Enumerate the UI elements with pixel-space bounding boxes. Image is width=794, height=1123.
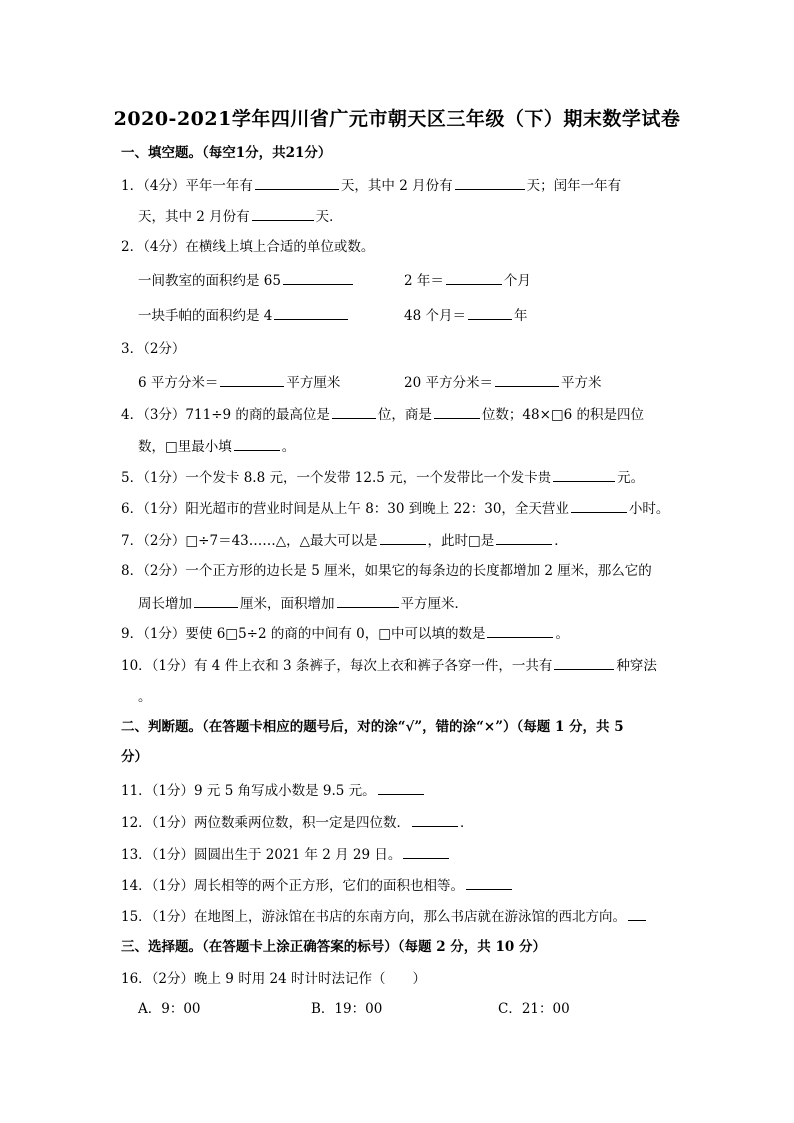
question-text: 种穿法 bbox=[616, 658, 657, 674]
question-text: 2 年＝ bbox=[404, 273, 444, 289]
question-text: 位，商是 bbox=[377, 407, 432, 423]
question-14 bbox=[121, 875, 514, 896]
question-text: 年 bbox=[513, 308, 528, 324]
answer-blank[interactable] bbox=[468, 305, 512, 320]
answer-blank[interactable] bbox=[487, 623, 553, 638]
question-text: 。 bbox=[555, 626, 569, 642]
question-text: 平方厘米 bbox=[286, 375, 341, 391]
question-2-item bbox=[404, 270, 531, 291]
question-1-cont bbox=[138, 206, 343, 227]
answer-blank[interactable] bbox=[337, 593, 399, 608]
question-text: ，此时□是 bbox=[427, 533, 495, 549]
answer-blank[interactable] bbox=[434, 404, 480, 419]
question-text: 天；闰年一年有 bbox=[526, 178, 622, 194]
question-3: 3．（2分） bbox=[121, 341, 186, 357]
question-3-item bbox=[138, 372, 340, 393]
question-6 bbox=[121, 498, 669, 519]
question-text: ． bbox=[460, 815, 474, 831]
answer-blank[interactable] bbox=[628, 906, 646, 921]
question-13 bbox=[121, 844, 451, 865]
answer-blank[interactable] bbox=[252, 206, 314, 221]
question-2: 2．（4分）在横线上填上合适的单位或数。 bbox=[121, 239, 375, 255]
answer-blank[interactable] bbox=[571, 498, 627, 513]
question-text: 个月 bbox=[503, 273, 531, 289]
question-text: 数，□里最小填 bbox=[138, 439, 232, 455]
question-text: 15．（1分）在地图上，游泳馆在书店的东南方向，那么书店就在游泳馆的西北方向。 bbox=[121, 909, 627, 925]
section-3-heading: 三、选择题。（在答题卡上涂正确答案的标号）（每题 2 分，共 10 分） bbox=[121, 939, 546, 955]
option-a[interactable]: A．9：00 bbox=[138, 1001, 201, 1017]
question-text: 14．（1分）周长相等的两个正方形，它们的面积也相等。 bbox=[121, 878, 465, 894]
question-text: 平方米 bbox=[560, 375, 602, 391]
question-12 bbox=[121, 812, 474, 833]
question-11 bbox=[121, 780, 426, 801]
answer-blank[interactable] bbox=[554, 655, 614, 670]
question-text: 1．（4分）平年一年有 bbox=[121, 178, 253, 194]
question-text: 一块手帕的面积约是 4 bbox=[138, 308, 273, 324]
answer-blank[interactable] bbox=[412, 812, 458, 827]
question-text: 一间教室的面积约是 65 bbox=[138, 273, 281, 289]
answer-blank[interactable] bbox=[274, 305, 348, 320]
question-4 bbox=[121, 404, 644, 425]
answer-blank[interactable] bbox=[234, 436, 280, 451]
question-7 bbox=[121, 530, 568, 551]
answer-blank[interactable] bbox=[553, 467, 615, 482]
question-text: 20 平方分米＝ bbox=[404, 375, 493, 391]
question-8: 8．（2分）一个正方形的边长是 5 厘米，如果它的每条边的长度都增加 2 厘米，那么它的 bbox=[121, 563, 652, 579]
question-text: 天． bbox=[315, 209, 343, 225]
question-text: 天，其中 2 月份有 bbox=[138, 209, 250, 225]
question-text: 周长增加 bbox=[138, 596, 192, 612]
question-text: 。 bbox=[281, 439, 296, 455]
question-text: ． bbox=[554, 533, 568, 549]
answer-blank[interactable] bbox=[496, 530, 552, 545]
question-text: 7．（2分）□÷7＝43……△，△最大可以是 bbox=[121, 533, 378, 549]
answer-blank[interactable] bbox=[455, 175, 525, 190]
question-text: 平方厘米． bbox=[400, 596, 468, 612]
answer-blank[interactable] bbox=[220, 372, 284, 387]
option-c[interactable]: C．21：00 bbox=[498, 1001, 570, 1017]
question-text: 厘米，面积增加 bbox=[240, 596, 335, 612]
answer-blank[interactable] bbox=[380, 530, 426, 545]
question-3-item bbox=[404, 372, 601, 393]
section-2-heading: 二、判断题。（在答题卡相应的题号后，对的涂“√”，错的涂“×”）（每题 1 分，共 5 bbox=[121, 719, 624, 735]
question-text: 元。 bbox=[617, 470, 645, 486]
section-1-heading: 一、填空题。（每空1分，共21分） bbox=[121, 145, 332, 161]
question-10-cont: 。 bbox=[138, 689, 152, 705]
question-2-item bbox=[404, 305, 527, 326]
answer-blank[interactable] bbox=[255, 175, 339, 190]
page-title: 2020-2021学年四川省广元市朝天区三年级（下）期末数学试卷 bbox=[113, 108, 681, 130]
question-text: 天，其中 2 月份有 bbox=[340, 178, 453, 194]
question-2-item bbox=[138, 305, 350, 326]
question-text: 13．（1分）圆圆出生于 2021 年 2 月 29 日。 bbox=[121, 847, 402, 863]
question-text: 4．（3分）711÷9 的商的最高位是 bbox=[121, 407, 330, 423]
question-text: 位数；48×□6 的积是四位 bbox=[481, 407, 645, 423]
question-text: 10．（1分）有 4 件上衣和 3 条裤子，每次上衣和裤子各穿一件，一共有 bbox=[121, 658, 553, 674]
question-text: 12．（1分）两位数乘两位数，积一定是四位数． bbox=[121, 815, 411, 831]
question-15 bbox=[121, 906, 648, 927]
question-8-cont bbox=[138, 593, 468, 614]
answer-blank[interactable] bbox=[495, 372, 559, 387]
question-2-item bbox=[138, 270, 355, 291]
question-1 bbox=[121, 175, 621, 196]
section-2-heading-cont: 分） bbox=[121, 749, 148, 765]
answer-blank[interactable] bbox=[466, 875, 512, 890]
question-5 bbox=[121, 467, 644, 488]
question-text: 9．（1分）要使 6□5÷2 的商的中间有 0，□中可以填的数是 bbox=[121, 626, 486, 642]
answer-blank[interactable] bbox=[194, 593, 238, 608]
question-9 bbox=[121, 623, 569, 644]
question-text: 小时。 bbox=[628, 501, 670, 517]
answer-blank[interactable] bbox=[403, 844, 449, 859]
question-text: 6．（1分）阳光超市的营业时间是从上午 8：30 到晚上 22：30，全天营业 bbox=[121, 501, 569, 517]
question-text: 48 个月＝ bbox=[404, 308, 466, 324]
answer-blank[interactable] bbox=[378, 780, 424, 795]
question-text: 5．（1分）一个发卡 8.8 元，一个发带 12.5 元，一个发带比一个发卡贵 bbox=[121, 470, 552, 486]
answer-blank[interactable] bbox=[446, 270, 502, 285]
option-b[interactable]: B．19：00 bbox=[311, 1001, 383, 1017]
question-4-cont bbox=[138, 436, 295, 457]
question-text: 6 平方分米＝ bbox=[138, 375, 219, 391]
question-16: 16．（2分）晚上 9 时用 24 时计时法记作（ ） bbox=[121, 971, 426, 987]
question-10 bbox=[121, 655, 657, 676]
answer-blank[interactable] bbox=[332, 404, 376, 419]
question-text: 11．（1分）9 元 5 角写成小数是 9.5 元。 bbox=[121, 783, 376, 799]
answer-blank[interactable] bbox=[283, 270, 353, 285]
